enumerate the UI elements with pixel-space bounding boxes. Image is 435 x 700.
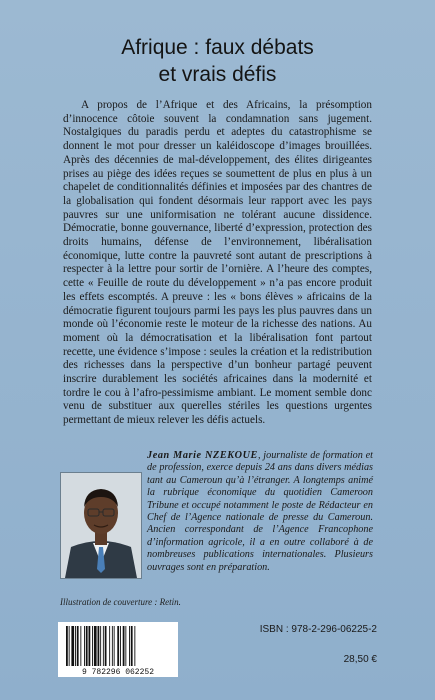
barcode-bar [103,626,104,666]
isbn-barcode [58,622,178,677]
barcode-bar [125,626,126,666]
barcode-bar [129,626,130,666]
barcode-bar [123,626,125,666]
barcode-image [58,622,178,677]
barcode-bar [112,626,113,666]
barcode-bar [100,626,101,666]
barcode-bar [131,626,133,666]
barcode-bar [92,626,93,666]
barcode-bar [80,626,81,666]
barcode-bar [84,626,85,666]
barcode-bar [69,626,70,666]
cover-illustration-credit: Illustration de couverture : Retin. [60,597,181,607]
barcode-bar [120,626,121,666]
price: 28,50 € [343,654,377,665]
back-cover-blurb: A propos de l’Afrique et des Africains, la présomption d’innocence côtoie souvent la condamnation sans jugement. Nostalgiques du paradis perdu et adeptes du catastrophisme se donnent le mot pour dresser un kaléidoscope d’images brouillées. Après des décennies de mal-développement, des élites dirigeantes prises au piège des idées reçues se soumettent de plus en plus à un chapelet de conditionnalités définies et imposées par des chantres de la globalisation qui fondent désormais leur rapport avec les pays pauvres sur une uniformisation ne tolérant aucune dissidence. Démocratie, bonne gouvernance, liberté d’expression, protection des droits humains, défense de l’environnement, libéralisation économique, lutte contre la pauvreté sont autant de prescriptions à respecter à la lettre pour sortir de l’ornière. A l’heure des comptes, cette « Feuille de route du développement » n’a pas encore produit les effets escomptés. A preuve : les « bons élèves » africains de la démocratie figurent toujours parmi les pays les plus pauvres dans un monde où l’économie reste le moteur de la richesse des nations. Au moment où la démocratisation et la libéralisation font partout recette, une évidence s’impose : seules la création et la redistribution des richesses dans la perspective d’un bonheur partagé peuvent inscrire durablement les sociétés africaines dans la modernité et tordre le cou à l’afro-pessimisme ambiant. Le moment semble donc venu de substituer aux querelles stériles les questions urgentes permettant de mieux relever les défis actuels. [63,99,372,427]
author-portrait-image [61,473,141,578]
barcode-bar [71,626,74,666]
barcode-bar [89,626,91,666]
book-title-line-2: et vrais défis [158,63,277,86]
barcode-bar [109,626,110,666]
barcode-digits: 9 782296 062252 [81,668,155,677]
author-photo [60,472,142,579]
book-title [0,34,435,88]
author-bio [147,450,373,574]
author-name: Jean Marie NZEKOUE [147,450,258,461]
barcode-bar [94,626,97,666]
barcode-bar [86,626,88,666]
barcode-bar [134,626,135,666]
book-title-line-1: Afrique : faux débats [121,36,314,59]
barcode-bar [105,626,107,666]
barcode-bar [75,626,76,666]
barcode-bar [117,626,119,666]
barcode-bar [114,626,115,666]
isbn-number: ISBN : 978-2-296-06225-2 [259,624,377,635]
barcode-bar [66,626,68,666]
author-bio-text: , journaliste de formation et de profession, exerce depuis 24 ans dans divers médias tant au Cameroun qu’à l’étranger. A longtemps animé la rubrique économique du quotidien Cameroon Tribune et occupé notamment le poste de Rédacteur en Chef de l’Agence nationale de presse du Cameroun. Ancien correspondant de l’Agence Francophone d’information agricole, il a en outre collaboré à de nombreuses publications internationales. Plusieurs ouvrages sont en préparation. [147,450,373,573]
barcode-bar [77,626,79,666]
barcode-bar [98,626,100,666]
